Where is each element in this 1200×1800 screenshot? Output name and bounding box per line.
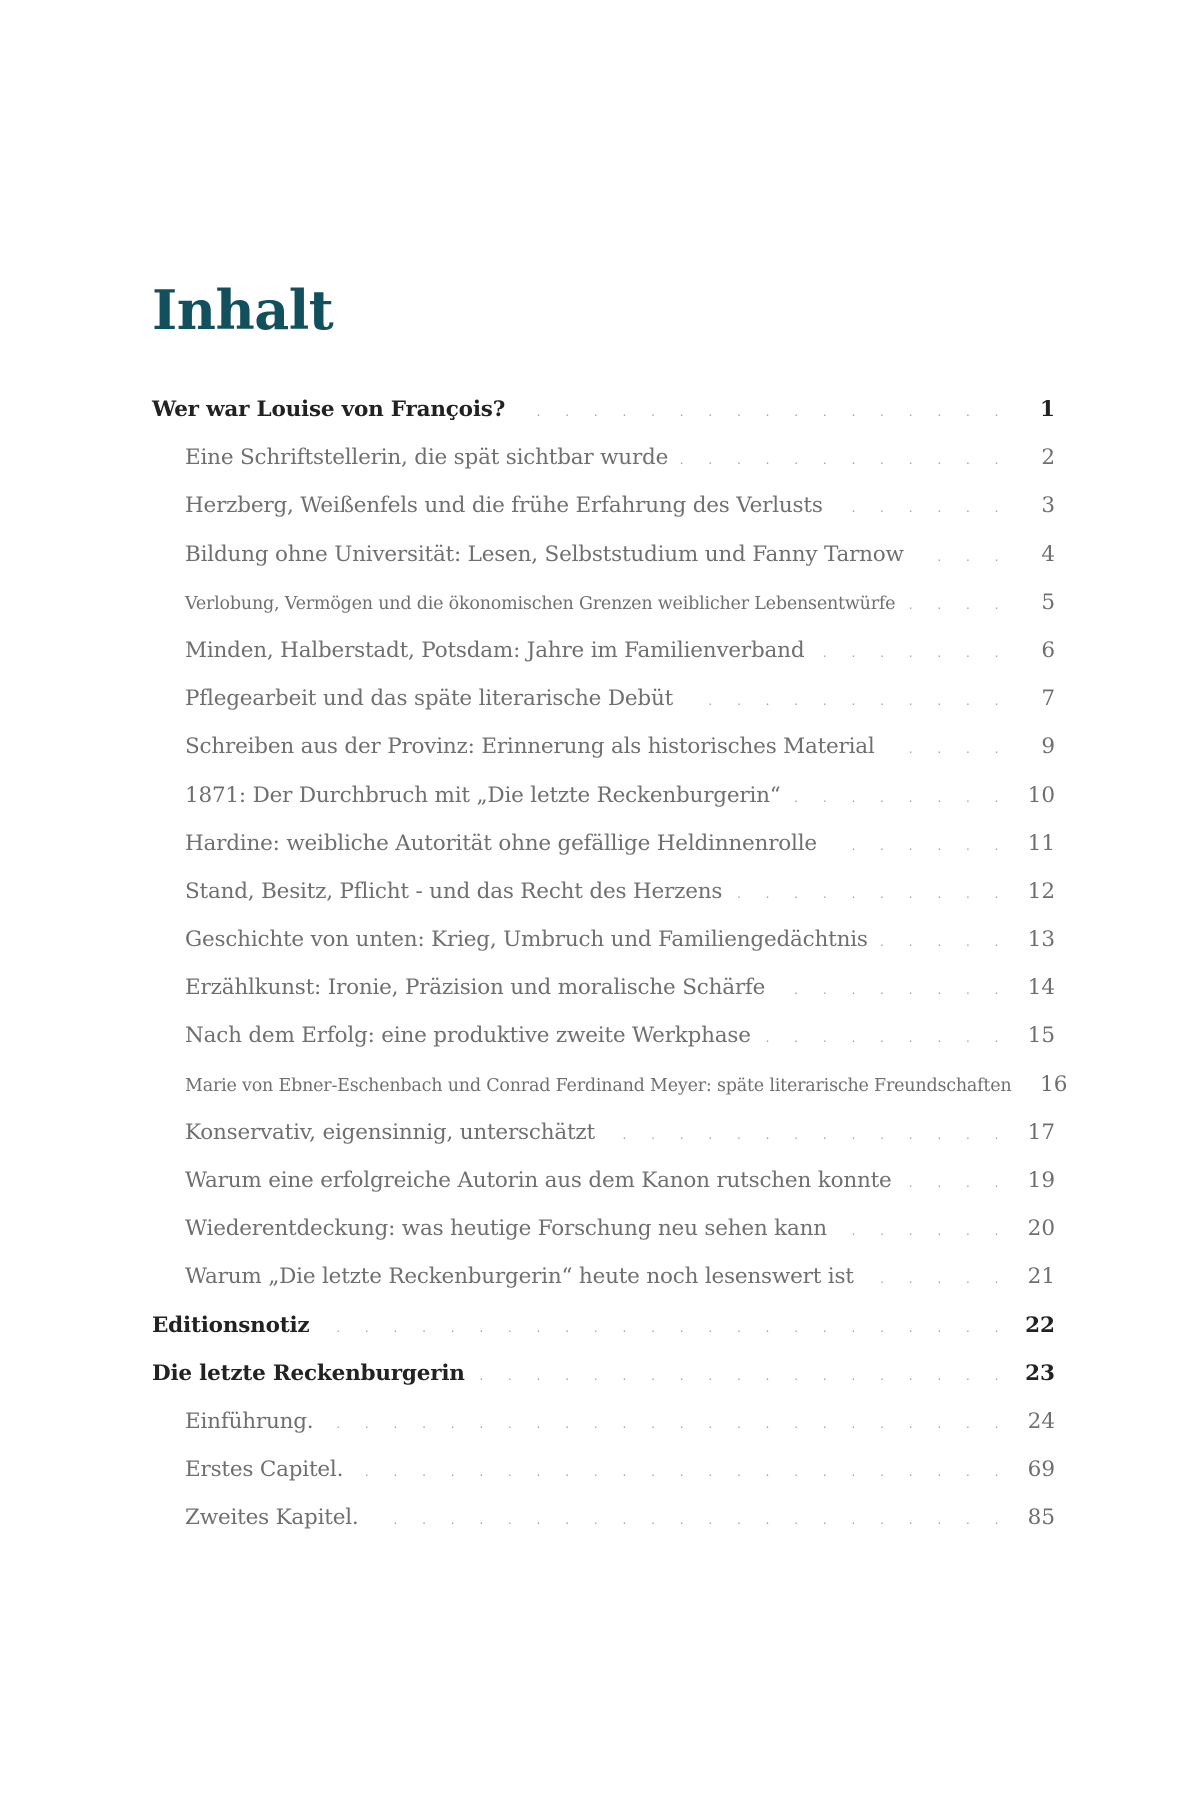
toc-subsection-entry[interactable] [152, 772, 1055, 820]
toc-entry-label: Verlobung, Vermögen und die ökonomischen Grenzen weiblicher Lebensentwürfe [185, 593, 896, 614]
toc-page-number: 17 [1027, 1119, 1055, 1145]
dot-leader [885, 725, 1009, 773]
dot-leader [319, 1304, 1009, 1352]
toc-section-entry[interactable] [152, 386, 1055, 434]
toc-entry-label: Pflegearbeit und das späte literarische Debüt [185, 686, 674, 712]
toc-page-number: 12 [1027, 878, 1055, 904]
dot-leader [827, 822, 1009, 870]
dot-leader [878, 918, 1009, 966]
toc-page-number: 4 [1041, 541, 1055, 567]
toc-entry-label: Wer war Louise von François? [152, 397, 506, 422]
toc-entry-label: Schreiben aus der Provinz: Erinnerung als historisches Material [185, 734, 875, 760]
toc-page-number: 16 [1040, 1071, 1068, 1097]
toc-page-number: 9 [1041, 734, 1055, 760]
toc-entry-label: Warum „Die letzte Reckenburgerin“ heute noch lesenswert ist [185, 1264, 854, 1290]
toc-entry-label: Hardine: weibliche Autorität ohne gefällige Heldinnenrolle [185, 830, 817, 856]
toc-page-number: 3 [1041, 493, 1055, 519]
toc-subsection-entry[interactable] [152, 1012, 1055, 1060]
toc-page-number: 19 [1027, 1168, 1055, 1193]
toc-entry-label: Bildung ohne Universität: Lesen, Selbststudium und Fanny Tarnow [185, 541, 904, 567]
toc-page-number: 85 [1027, 1505, 1055, 1531]
toc-section-entry[interactable] [152, 1350, 1055, 1398]
toc-page-number: 22 [1025, 1312, 1055, 1338]
toc-entry-label: Eine Schriftstellerin, die spät sichtbar wurde [185, 445, 669, 471]
dot-leader [902, 1159, 1009, 1207]
table-of-contents [152, 386, 1068, 1543]
dot-leader [864, 1255, 1009, 1303]
toc-subsection-entry[interactable] [152, 820, 1055, 868]
toc-subsection-entry[interactable] [152, 434, 1055, 482]
toc-section-entry[interactable] [152, 1302, 1055, 1350]
toc-entry-label: Wiederentdeckung: was heutige Forschung neu sehen kann [185, 1216, 827, 1242]
dot-leader [353, 1448, 1009, 1496]
toc-subsection-entry[interactable] [152, 1494, 1055, 1542]
toc-subsection-entry[interactable] [152, 579, 1055, 627]
toc-entry-label: Geschichte von unten: Krieg, Umbruch und Familiengedächtnis [185, 927, 868, 953]
toc-subsection-entry[interactable] [152, 627, 1055, 675]
toc-page-number: 69 [1027, 1457, 1055, 1483]
toc-subsection-entry[interactable] [152, 1109, 1055, 1157]
toc-page-number: 7 [1041, 686, 1055, 712]
toc-entry-label: Stand, Besitz, Pflicht - und das Recht des Herzens [185, 878, 723, 904]
toc-subsection-entry[interactable] [152, 1157, 1055, 1205]
dot-leader [761, 1014, 1009, 1062]
toc-entry-label: Erstes Capitel. [185, 1457, 344, 1483]
toc-page-number: 1 [1040, 397, 1055, 422]
toc-page-number: 10 [1027, 782, 1055, 808]
toc-subsection-entry[interactable] [152, 868, 1055, 916]
dot-leader [678, 436, 1009, 484]
page-title: Inhalt [152, 278, 334, 342]
toc-entry-label: Zweites Kapitel. [185, 1505, 359, 1531]
toc-subsection-entry[interactable] [152, 1253, 1055, 1301]
toc-page-number: 5 [1041, 589, 1055, 615]
toc-page-number: 24 [1027, 1408, 1055, 1434]
dot-leader [833, 484, 1009, 532]
toc-entry-label: Einführung. [185, 1408, 314, 1434]
toc-page-number: 20 [1027, 1216, 1055, 1242]
toc-page-number: 11 [1027, 830, 1055, 856]
dot-leader [369, 1496, 1009, 1544]
toc-subsection-entry[interactable] [152, 1205, 1055, 1253]
toc-entry-label: 1871: Der Durchbruch mit „Die letzte Reckenburgerin“ [185, 782, 781, 808]
dot-leader [605, 1111, 1009, 1159]
dot-leader [732, 870, 1009, 918]
toc-entry-label: Nach dem Erfolg: eine produktive zweite Werkphase [185, 1023, 751, 1049]
dot-leader [914, 533, 1009, 581]
toc-subsection-entry[interactable] [152, 482, 1055, 530]
toc-entry-label: Warum eine erfolgreiche Autorin aus dem Kanon rutschen konnte [185, 1168, 892, 1193]
toc-entry-label: Herzberg, Weißenfels und die frühe Erfahrung des Verlusts [185, 493, 823, 519]
dot-leader [814, 629, 1009, 677]
toc-subsection-entry[interactable] [152, 1061, 1068, 1109]
toc-subsection-entry[interactable] [152, 1398, 1055, 1446]
toc-page-number: 23 [1025, 1360, 1055, 1386]
dot-leader [683, 677, 1009, 725]
toc-subsection-entry[interactable] [152, 916, 1055, 964]
dot-leader [775, 966, 1009, 1014]
toc-subsection-entry[interactable] [152, 1446, 1055, 1494]
toc-entry-label: Die letzte Reckenburgerin [152, 1360, 465, 1386]
dot-leader [791, 774, 1009, 822]
dot-leader [475, 1352, 1009, 1400]
toc-page-number: 15 [1027, 1023, 1055, 1049]
toc-subsection-entry[interactable] [152, 723, 1055, 771]
dot-leader [837, 1207, 1009, 1255]
toc-page-number: 2 [1041, 445, 1055, 471]
toc-entry-label: Erzählkunst: Ironie, Präzision und moralische Schärfe [185, 975, 766, 1001]
toc-entry-label: Marie von Ebner-Eschenbach und Conrad Ferdinand Meyer: späte literarische Freundschaften [185, 1075, 1012, 1096]
toc-page-number: 14 [1027, 975, 1055, 1001]
toc-entry-label: Editionsnotiz [152, 1312, 310, 1338]
toc-page-number: 13 [1027, 927, 1055, 953]
dot-leader [515, 388, 1009, 436]
toc-page-number: 6 [1041, 637, 1055, 663]
toc-subsection-entry[interactable] [152, 675, 1055, 723]
dot-leader [905, 581, 1009, 629]
toc-subsection-entry[interactable] [152, 531, 1055, 579]
toc-entry-label: Konservativ, eigensinnig, unterschätzt [185, 1119, 595, 1145]
toc-page-number: 21 [1027, 1264, 1055, 1290]
dot-leader [323, 1400, 1009, 1448]
toc-subsection-entry[interactable] [152, 964, 1055, 1012]
toc-entry-label: Minden, Halberstadt, Potsdam: Jahre im Familienverband [185, 637, 805, 663]
